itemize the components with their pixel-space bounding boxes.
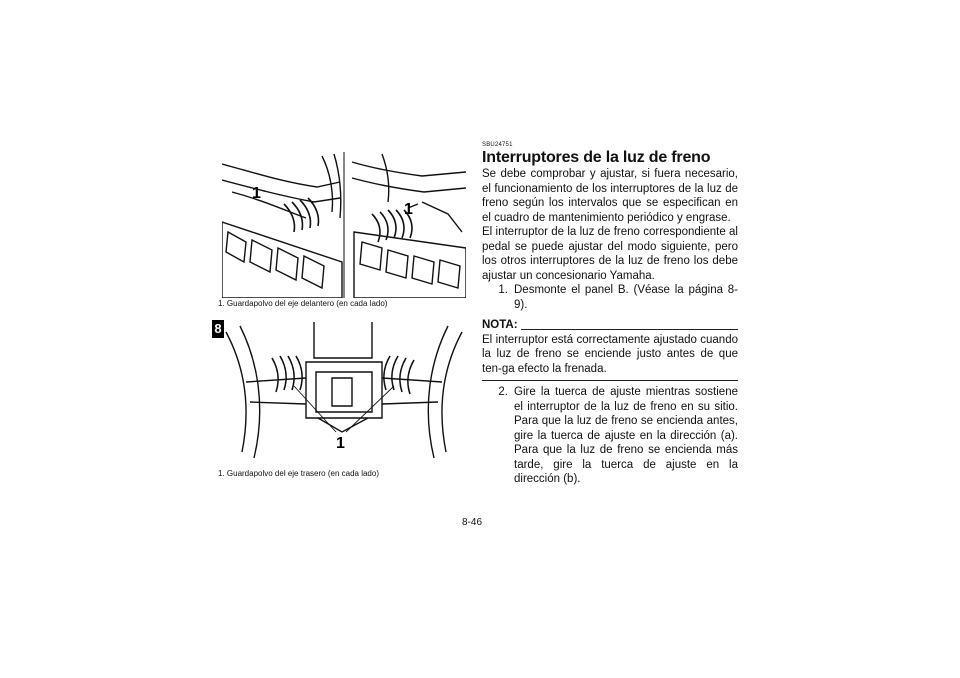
chapter-tab: 8: [212, 320, 224, 338]
step-2-number: 2.: [498, 386, 508, 398]
front-axle-illustration: [222, 152, 466, 298]
step-1: [482, 283, 738, 312]
note-label: NOTA:: [482, 319, 518, 331]
step-2: [482, 385, 738, 487]
page-number: 8-46: [462, 517, 483, 528]
section-code: SBU24751: [482, 142, 513, 148]
note-box: [482, 318, 738, 381]
figure-rear-axle-boot: [222, 322, 466, 466]
callout-1-right: 1: [404, 201, 413, 218]
figure1-caption: 1. Guardapolvo del eje delantero (en cada lado): [218, 299, 388, 308]
note-text: El interruptor está correctamente ajustado cuando la luz de freno se enciende justo antes de que ten-ga efecto la frenada.: [482, 333, 738, 382]
callout-1-rear: 1: [336, 435, 345, 452]
note-rule: [521, 329, 738, 330]
step-2-text: Gire la tuerca de ajuste mientras sostiene el interruptor de la luz de freno en su sitio. Para que la luz de freno se encienda antes, gire la tuerca de ajuste en la dirección (a). Para que la luz de freno se encienda más tarde, gire la tuerca de ajuste en la dirección (b).: [514, 386, 738, 485]
step-1-text: Desmonte el panel B. (Véase la página 8-9).: [514, 284, 738, 311]
rear-axle-illustration: [222, 322, 466, 466]
paragraph-1: Se debe comprobar y ajustar, si fuera necesario, el funcionamiento de los interruptores de la luz de freno según los intervalos que se especifican en el cuadro de mantenimiento periódico y engrase.: [482, 168, 738, 224]
section-title: Interruptores de la luz de freno: [482, 149, 711, 166]
callout-1-left: 1: [252, 185, 261, 202]
paragraph-2: El interruptor de la luz de freno correspondiente al pedal se puede ajustar del modo siguiente, pero los otros interruptores de la luz de freno los debe ajustar un concesionario Yamaha.: [482, 226, 738, 282]
figure2-caption: 1. Guardapolvo del eje trasero (en cada lado): [218, 469, 379, 478]
figure-front-axle-boot: [222, 152, 466, 298]
note-header: [482, 318, 738, 333]
text-column: [482, 141, 738, 487]
step-1-number: 1.: [498, 284, 508, 296]
